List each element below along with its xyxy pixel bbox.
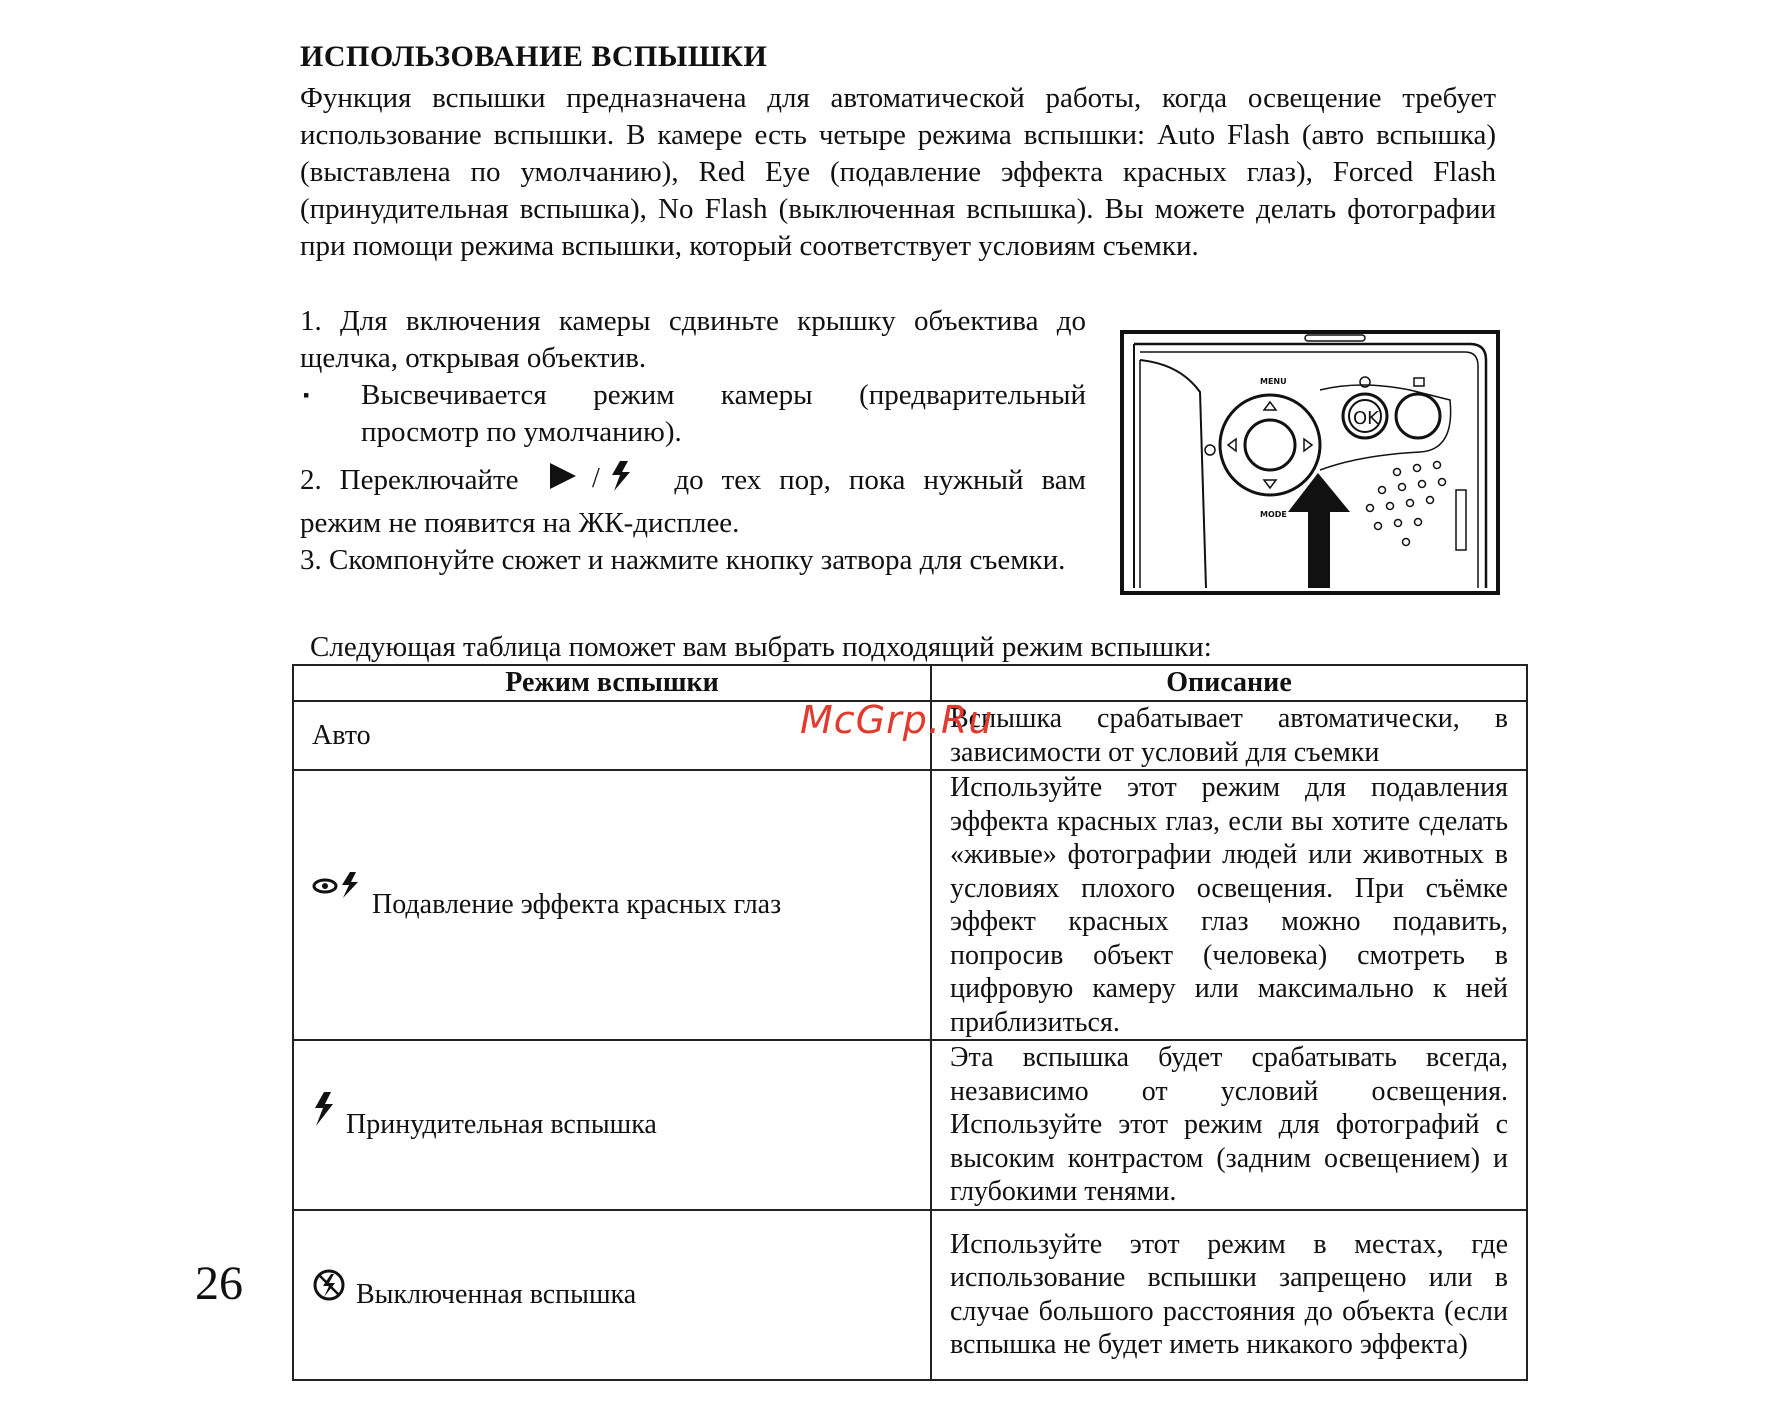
steps-block <box>300 303 1086 579</box>
desc-cell: Вспышка срабатывает автоматически, в зависимости от условий для съемки <box>931 701 1527 770</box>
step-1: 1. Для включения камеры сдвиньте крышку объектива до щелчка, открывая объектив. <box>300 305 1086 374</box>
mode-forced-label: Принудительная вспышка <box>346 1108 657 1140</box>
header-mode: Режим вспышки <box>293 665 931 701</box>
table-row <box>293 770 1527 1040</box>
table-row <box>293 1210 1527 1380</box>
mode-label: MODE <box>1260 510 1287 519</box>
camera-back-illustration <box>1120 330 1500 595</box>
flash-modes-table <box>292 664 1528 1381</box>
mode-auto-label: Авто <box>312 719 371 751</box>
desc-cell: Используйте этот режим в местах, где использование вспышки запрещено или в случае большого расстояния до объекта (если вспышка не будет иметь никакого эффекта) <box>931 1210 1527 1380</box>
ok-label: OK <box>1353 408 1379 429</box>
mode-red-eye-label: Подавление эффекта красных глаз <box>372 889 782 920</box>
table-header-row <box>293 665 1527 701</box>
intro-paragraph: Функция вспышки предназначена для автоматической работы, когда освещение требует использование вспышки. В камере есть четыре режима вспышки: Auto Flash (авто вспышка) (выставлена по умолчанию), Red Eye (подавление эффекта красных глаз), Forced Flash (принудительная вспышка), No Flash (выключенная вспышка). Вы можете делать фотографии при помощи режима вспышки, который соответствует условиям съемки. <box>300 82 1496 262</box>
slash-glyph: / <box>592 463 601 494</box>
flash-icon <box>612 461 630 491</box>
bullet-mark: ▪ <box>303 385 310 405</box>
no-flash-icon <box>312 1268 346 1310</box>
play-flash-icons <box>546 461 646 505</box>
play-icon <box>546 461 646 495</box>
mode-no-flash-label: Выключенная вспышка <box>356 1278 637 1310</box>
table-row <box>293 1040 1527 1210</box>
desc-cell: Эта вспышка будет срабатывать всегда, независимо от условий освещения. Используйте этот режим для фотографий с высоким контрастом (задним освещением) и глубокими тенями. <box>931 1040 1527 1210</box>
step-2-after: до тех пор, пока нужный вам режим не появится на ЖК-дисплее. <box>300 464 1086 539</box>
step-2 <box>300 461 1086 542</box>
step-3: 3. Скомпонуйте сюжет и нажмите кнопку затвора для съемки. <box>300 544 1066 576</box>
bullet-text: Высвечивается режим камеры (предварительный просмотр по умолчанию). <box>361 379 1086 448</box>
desc-cell: Используйте этот режим для подавления эффекта красных глаз, если вы хотите сделать «живые» фотографии людей или животных в условиях плохого освещения. При съёмке эффект красных глаз можно подавить, попросив объект (человека) смотреть в цифровую камеру или максимально к ней приблизиться. <box>931 770 1527 1040</box>
mode-cell <box>293 1040 931 1210</box>
bullet-item <box>300 377 1086 451</box>
header-description: Описание <box>931 665 1527 701</box>
table-caption: Следующая таблица поможет вам выбрать подходящий режим вспышки: <box>310 631 1212 663</box>
watermark: McGrp.Ru <box>800 698 994 742</box>
page-number: 26 <box>195 1257 243 1310</box>
step-2-before: 2. Переключайте <box>300 464 519 496</box>
mode-cell <box>293 1210 931 1380</box>
forced-flash-icon <box>312 1092 336 1134</box>
mode-cell <box>293 770 931 1040</box>
menu-label: MENU <box>1260 377 1287 386</box>
section-title: ИСПОЛЬЗОВАНИЕ ВСПЫШКИ <box>300 40 768 73</box>
red-eye-flash-icon <box>312 872 362 906</box>
